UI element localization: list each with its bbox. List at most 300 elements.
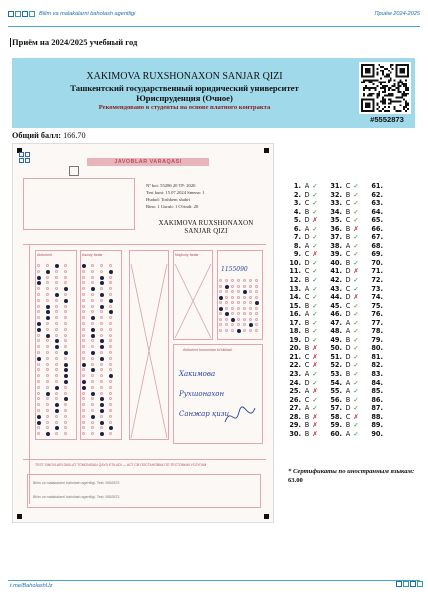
answer-letter: C (304, 352, 310, 361)
empty-bubble (64, 415, 67, 418)
empty-bubble (91, 322, 94, 325)
answer-letter: B (345, 421, 351, 430)
crossed-out-mark (173, 262, 213, 340)
check-icon: ✓ (312, 182, 318, 190)
empty-bubble (64, 334, 67, 337)
check-icon: ✓ (353, 352, 359, 361)
empty-bubble (64, 293, 67, 296)
sheet-student-name-line: XAKIMOVA RUXSHONAXON (158, 220, 254, 227)
question-number: 60. (330, 429, 342, 438)
answer-row (289, 302, 319, 311)
answer-row (330, 259, 360, 268)
answer-row (371, 319, 383, 328)
empty-bubble (243, 296, 246, 299)
question-number: 76. (371, 310, 383, 319)
empty-bubble (64, 357, 67, 360)
question-number: 38. (330, 241, 342, 250)
certificate-score (288, 467, 418, 485)
answer-letter: A (345, 318, 351, 327)
answer-letter: D (345, 267, 351, 276)
question-number: 62. (371, 190, 383, 199)
answer-row (371, 242, 383, 251)
answer-letter: D (304, 233, 310, 242)
empty-bubble (82, 293, 85, 296)
answer-row (371, 353, 383, 362)
empty-bubble (37, 380, 40, 383)
answer-row (371, 216, 383, 225)
question-number: 28. (289, 412, 301, 421)
filled-bubble (82, 380, 86, 384)
answer-row (371, 344, 383, 353)
empty-bubble (219, 318, 222, 321)
filled-bubble (109, 299, 113, 303)
empty-bubble (219, 290, 222, 293)
empty-bubble (64, 270, 67, 273)
answer-row (330, 319, 360, 328)
empty-bubble (100, 363, 103, 366)
check-icon: ✓ (353, 207, 359, 216)
empty-bubble (243, 301, 246, 304)
empty-bubble (237, 312, 240, 315)
question-number: 43. (330, 284, 342, 293)
empty-bubble (46, 421, 49, 424)
answer-row (330, 233, 360, 242)
answer-letter: B (345, 335, 351, 344)
empty-bubble (100, 270, 103, 273)
empty-bubble (109, 293, 112, 296)
question-number: 5. (293, 216, 301, 225)
question-number: 50. (330, 344, 342, 353)
answer-row (289, 353, 319, 362)
question-number: 56. (330, 395, 342, 404)
empty-bubble (82, 351, 85, 354)
empty-bubble (82, 421, 85, 424)
empty-bubble (91, 299, 94, 302)
sheet-qr (69, 166, 79, 176)
check-icon: ✓ (353, 395, 359, 404)
empty-bubble (255, 323, 258, 326)
empty-bubble (243, 329, 246, 332)
check-icon: ✓ (312, 310, 318, 319)
empty-bubble (255, 285, 258, 288)
answer-letter: D (345, 361, 351, 370)
check-icon: ✓ (312, 327, 318, 336)
answer-column (289, 182, 319, 438)
answer-row (371, 182, 383, 191)
question-number: 31. (330, 182, 342, 190)
empty-bubble (100, 299, 103, 302)
header-divider (8, 26, 420, 27)
filled-bubble (64, 380, 68, 384)
empty-bubble (55, 328, 58, 331)
check-icon: ✓ (312, 207, 318, 216)
answer-row (330, 336, 360, 345)
question-number: 8. (293, 241, 301, 250)
question-number: 78. (371, 327, 383, 336)
cross-icon: ✗ (312, 361, 318, 370)
question-number: 44. (330, 293, 342, 302)
empty-bubble (109, 386, 112, 389)
check-icon: ✓ (353, 241, 359, 250)
empty-bubble (55, 351, 58, 354)
empty-bubble (91, 264, 94, 267)
filled-bubble (91, 351, 95, 355)
answer-row (289, 267, 319, 276)
question-number: 74. (371, 293, 383, 302)
answer-row (289, 413, 319, 422)
answer-row (371, 387, 383, 396)
answer-row (289, 191, 319, 200)
answer-letter: C (345, 182, 351, 190)
answer-letter: C (304, 361, 310, 370)
question-number: 84. (371, 378, 383, 387)
check-icon: ✓ (353, 276, 359, 285)
empty-bubble (91, 409, 94, 412)
empty-bubble (55, 392, 58, 395)
filled-bubble (82, 386, 86, 390)
empty-bubble (237, 279, 240, 282)
empty-bubble (64, 328, 67, 331)
answer-row (330, 208, 360, 217)
empty-bubble (255, 279, 258, 282)
cross-icon: ✗ (353, 293, 359, 302)
filled-bubble (64, 363, 68, 367)
empty-bubble (46, 276, 49, 279)
question-number: 90. (371, 429, 383, 438)
empty-bubble (249, 285, 252, 288)
empty-bubble (243, 318, 246, 321)
check-icon: ✓ (312, 199, 318, 208)
check-icon: ✓ (353, 327, 359, 336)
sheet-info-line: Bino: 1 Guruh: 1 O'rindi: 20 (146, 204, 199, 209)
empty-bubble (243, 285, 246, 288)
empty-bubble (37, 305, 40, 308)
empty-bubble (82, 276, 85, 279)
answer-letter: A (345, 378, 351, 387)
question-number: 64. (371, 207, 383, 216)
column-label: Abiturient (37, 253, 53, 257)
question-number: 47. (330, 318, 342, 327)
footer-divider (8, 580, 420, 581)
check-icon: ✓ (312, 370, 318, 379)
question-number: 26. (289, 395, 301, 404)
check-icon: ✓ (312, 335, 318, 344)
check-icon: ✓ (312, 241, 318, 250)
sheet-bottom-note: Bilim va malakalarni baholash agentligi, Test: 5552873 (33, 481, 120, 485)
empty-bubble (55, 270, 58, 273)
check-icon: ✓ (353, 344, 359, 353)
question-number: 30. (289, 429, 301, 438)
answer-letter: B (304, 276, 310, 285)
check-icon: ✓ (312, 224, 318, 233)
answer-row (289, 344, 319, 353)
empty-bubble (109, 276, 112, 279)
question-number: 11. (289, 267, 301, 276)
question-number: 70. (371, 258, 383, 267)
empty-bubble (237, 318, 240, 321)
filled-bubble (91, 328, 95, 332)
empty-bubble (64, 392, 67, 395)
check-icon: ✓ (353, 370, 359, 379)
empty-bubble (249, 279, 252, 282)
sheet-bottom-note: Bilim va malakalarni baholash agentligi, Test: 5552873 (33, 495, 120, 499)
filled-bubble (55, 264, 59, 268)
empty-bubble (100, 392, 103, 395)
empty-bubble (237, 323, 240, 326)
cross-icon: ✗ (312, 429, 318, 438)
question-number: 23. (289, 370, 301, 379)
empty-bubble (109, 415, 112, 418)
empty-bubble (109, 328, 112, 331)
question-number: 25. (289, 387, 301, 396)
empty-bubble (46, 322, 49, 325)
sheet-student-name-line: SANJAR QIZI (184, 228, 228, 235)
empty-bubble (100, 334, 103, 337)
check-icon: ✓ (312, 258, 318, 267)
question-number: 14. (289, 293, 301, 302)
question-number: 42. (330, 276, 342, 285)
empty-bubble (109, 363, 112, 366)
filled-bubble (100, 276, 104, 280)
empty-bubble (100, 264, 103, 267)
check-icon: ✓ (353, 216, 359, 225)
question-number: 39. (330, 250, 342, 259)
answer-row (330, 216, 360, 225)
question-number: 68. (371, 241, 383, 250)
check-icon: ✓ (353, 301, 359, 310)
question-number: 9. (293, 250, 301, 259)
empty-bubble (91, 276, 94, 279)
answer-row (371, 421, 383, 430)
question-number: 85. (371, 387, 383, 396)
empty-bubble (225, 301, 228, 304)
answer-letter: C (345, 216, 351, 225)
registration-mark (17, 514, 22, 519)
filled-bubble (55, 386, 59, 390)
answer-row (371, 233, 383, 242)
candidate-banner (12, 58, 415, 128)
answer-letter: D (304, 258, 310, 267)
answer-row (371, 310, 383, 319)
empty-bubble (249, 290, 252, 293)
filled-bubble (91, 415, 95, 419)
empty-bubble (46, 386, 49, 389)
filled-bubble (37, 276, 41, 280)
question-number: 61. (371, 182, 383, 190)
empty-bubble (219, 323, 222, 326)
question-number: 22. (289, 361, 301, 370)
registration-mark (264, 514, 269, 519)
answer-row (371, 379, 383, 388)
check-icon: ✓ (312, 190, 318, 199)
check-icon: ✓ (353, 387, 359, 396)
answer-row (330, 327, 360, 336)
divider (23, 459, 266, 460)
answer-row (371, 413, 383, 422)
question-number: 2. (293, 190, 301, 199)
empty-bubble (55, 334, 58, 337)
filled-bubble (237, 329, 241, 333)
empty-bubble (109, 334, 112, 337)
empty-bubble (55, 299, 58, 302)
answer-letter: C (345, 301, 351, 310)
answer-letter: B (304, 207, 310, 216)
answer-row (371, 208, 383, 217)
question-number: 7. (293, 233, 301, 242)
sheet-info-line: Nº bot: 55286 20 TP: 2020 (146, 183, 196, 188)
empty-bubble (82, 415, 85, 418)
empty-bubble (109, 305, 112, 308)
answer-row (371, 336, 383, 345)
question-number: 81. (371, 352, 383, 361)
question-number: 88. (371, 412, 383, 421)
answer-row (289, 336, 319, 345)
filled-bubble (64, 351, 68, 355)
question-number: 66. (371, 224, 383, 233)
empty-bubble (231, 290, 234, 293)
filled-bubble (37, 322, 41, 326)
check-icon: ✓ (353, 182, 359, 190)
filled-bubble (100, 421, 104, 425)
agency-logo (8, 11, 36, 17)
check-icon: ✓ (312, 233, 318, 242)
filled-bubble (100, 357, 104, 361)
empty-bubble (243, 312, 246, 315)
column-label: Majburiy fanlar (175, 253, 199, 257)
cross-icon: ✗ (312, 250, 318, 259)
question-number: 3. (293, 199, 301, 208)
sheet-info-line: Hudud: Toshkent shahri (146, 197, 190, 202)
question-number: 87. (371, 404, 383, 413)
question-number: 86. (371, 395, 383, 404)
answer-row (371, 302, 383, 311)
empty-bubble (255, 296, 258, 299)
answer-letter: D (304, 335, 310, 344)
answer-row (371, 370, 383, 379)
check-icon: ✓ (312, 267, 318, 276)
question-number: 55. (330, 387, 342, 396)
empty-bubble (82, 409, 85, 412)
empty-bubble (225, 296, 228, 299)
total-score (12, 131, 86, 140)
filled-bubble (249, 323, 253, 327)
check-icon: ✓ (353, 378, 359, 387)
answer-row (289, 370, 319, 379)
timing-track (29, 244, 30, 504)
empty-bubble (109, 351, 112, 354)
sheet-student-name (146, 220, 266, 236)
answer-letter: B (304, 429, 310, 438)
cross-icon: ✗ (353, 267, 359, 276)
code-digits: 1155090 (221, 266, 248, 273)
footer-logo (396, 581, 424, 587)
empty-bubble (237, 301, 240, 304)
empty-bubble (219, 312, 222, 315)
filled-bubble (91, 392, 95, 396)
empty-bubble (82, 305, 85, 308)
question-number: 63. (371, 199, 383, 208)
empty-bubble (225, 279, 228, 282)
answer-row (289, 285, 319, 294)
answer-row (289, 293, 319, 302)
answer-letter: D (345, 310, 351, 319)
empty-bubble (55, 276, 58, 279)
answer-row (330, 182, 360, 191)
answer-row (371, 259, 383, 268)
answer-letter: C (304, 199, 310, 208)
instructions-box (23, 178, 135, 230)
check-icon: ✓ (353, 429, 359, 438)
answer-letter: C (345, 199, 351, 208)
filled-bubble (37, 328, 41, 332)
faculty-name: Юриспруденция (Очное) (136, 93, 233, 103)
question-number: 82. (371, 361, 383, 370)
answer-letter: C (345, 412, 351, 421)
empty-bubble (37, 386, 40, 389)
answer-letter: A (345, 241, 351, 250)
empty-bubble (55, 421, 58, 424)
filled-bubble (100, 293, 104, 297)
empty-bubble (231, 279, 234, 282)
empty-bubble (55, 322, 58, 325)
qr-code[interactable] (359, 62, 411, 114)
empty-bubble (82, 357, 85, 360)
cross-icon: ✗ (312, 216, 318, 225)
agency-name: Bilim va malakalarni baholash agentligi (39, 11, 136, 17)
filled-bubble (243, 290, 247, 294)
answer-row (289, 310, 319, 319)
empty-bubble (100, 380, 103, 383)
answer-letter: B (345, 370, 351, 379)
empty-bubble (46, 299, 49, 302)
empty-bubble (100, 351, 103, 354)
empty-bubble (46, 357, 49, 360)
check-icon: ✓ (353, 233, 359, 242)
telegram-link[interactable]: t.me/BaholashUz (10, 583, 53, 589)
question-number: 77. (371, 318, 383, 327)
answer-row (330, 276, 360, 285)
admission-year-label: Приём 2024-2025 (374, 11, 420, 17)
answer-row (289, 430, 319, 439)
certificate-label: * Сертификаты по иностранным языкам: (288, 468, 415, 475)
answer-row (330, 370, 360, 379)
handwritten-signature (223, 402, 257, 430)
answer-row (330, 430, 360, 439)
sheet-info-line: Test kuni: 15.07.2024 Smena: 1 (146, 190, 205, 195)
answer-row (330, 361, 360, 370)
filled-bubble (255, 301, 259, 305)
answer-row (289, 379, 319, 388)
empty-bubble (64, 305, 67, 308)
empty-bubble (91, 357, 94, 360)
check-icon: ✓ (353, 258, 359, 267)
answer-row (371, 267, 383, 276)
answer-row (289, 276, 319, 285)
empty-bubble (37, 270, 40, 273)
answer-letter: B (304, 412, 310, 421)
empty-bubble (109, 380, 112, 383)
empty-bubble (109, 392, 112, 395)
answer-row (330, 293, 360, 302)
empty-bubble (237, 290, 240, 293)
empty-bubble (249, 312, 252, 315)
question-number: 35. (330, 216, 342, 225)
empty-bubble (64, 386, 67, 389)
empty-bubble (249, 307, 252, 310)
question-number: 27. (289, 404, 301, 413)
empty-bubble (231, 307, 234, 310)
answer-letter: D (345, 404, 351, 413)
